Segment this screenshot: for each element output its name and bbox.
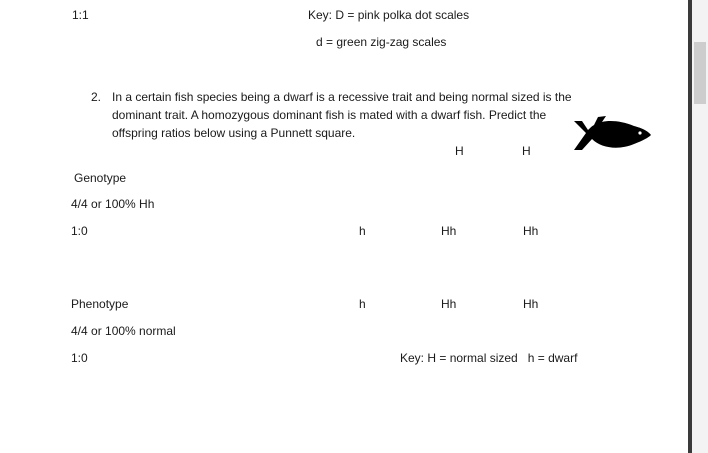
phenotype-ratio: 1:0 [71,351,88,365]
genotype-label: Genotype [74,171,127,185]
phenotype-result: 4/4 or 100% normal [71,324,176,338]
key-line-2: d = green zig-zag scales [316,35,447,49]
punnett-col-header-2: H [522,144,531,158]
punnett-row-2-allele: h [359,297,366,311]
punnett-row-1-allele: h [359,224,366,238]
genotype-ratio: 1:0 [71,224,88,238]
phenotype-label: Phenotype [71,297,129,311]
punnett-cell-1-2: Hh [523,224,539,238]
question-number: 2. [91,90,102,104]
punnett-cell-2-2: Hh [523,297,539,311]
punnett-cell-1-1: Hh [441,224,457,238]
genotype-result: 4/4 or 100% Hh [71,197,155,211]
key-line-1: Key: D = pink polka dot scales [308,8,470,22]
fish-icon [572,116,652,156]
key-dwarf: Key: H = normal sized h = dwarf [400,351,578,365]
punnett-col-header-1: H [455,144,464,158]
scrollbar-thumb[interactable] [694,42,706,104]
top-ratio: 1:1 [72,8,89,22]
question-text: In a certain fish species being a dwarf is a recessive trait and being normal sized is the dominant trait. A homozygous dominant fish is mated with a dwarf fish. Predict the offspring ratios below using a Punnett square. [112,90,572,140]
punnett-cell-2-1: Hh [441,297,457,311]
